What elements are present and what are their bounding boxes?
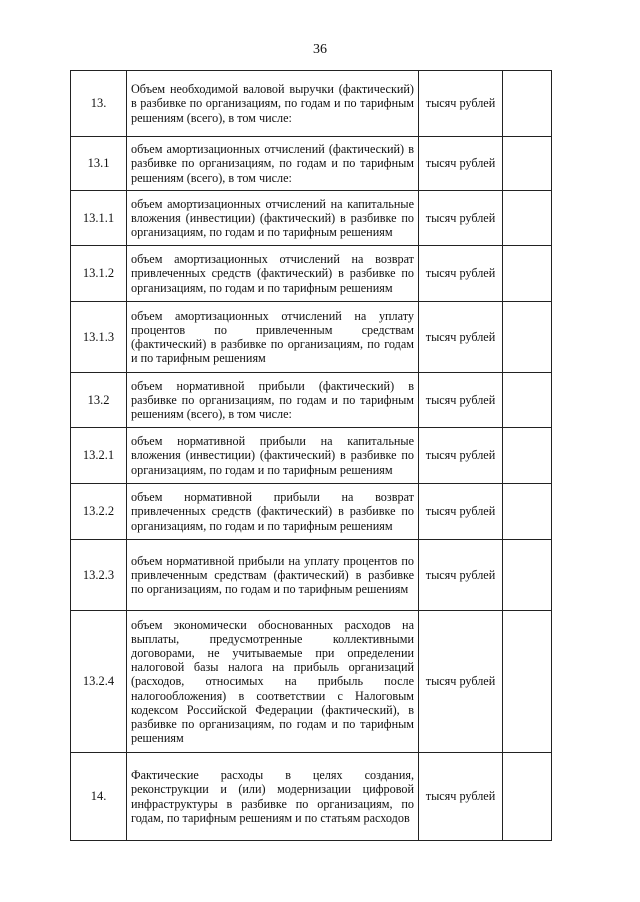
row-unit: тысяч рублей — [419, 373, 503, 428]
indicators-table — [70, 70, 552, 841]
value-cell — [503, 540, 552, 611]
row-number: 13.1.2 — [71, 246, 127, 302]
row-number: 13.2 — [71, 373, 127, 428]
table-row — [71, 191, 552, 246]
row-description: Объем необходимой валовой выручки (фактический) в разбивке по организациям, по годам и по тарифным решениям (всего), в том числе: — [127, 71, 419, 137]
value-cell — [503, 71, 552, 137]
value-cell — [503, 428, 552, 484]
value-cell — [503, 191, 552, 246]
value-cell — [503, 373, 552, 428]
value-cell — [503, 611, 552, 753]
row-unit: тысяч рублей — [419, 540, 503, 611]
row-number: 13.2.1 — [71, 428, 127, 484]
table-row — [71, 137, 552, 191]
value-cell — [503, 137, 552, 191]
table-row — [71, 484, 552, 540]
row-description: объем нормативной прибыли на капитальные вложения (инвестиции) (фактический) в разбивке по организациям, по годам и по тарифным решениям — [127, 428, 419, 484]
row-description: объем нормативной прибыли на уплату процентов по привлеченным средствам (фактический) в разбивке по организациям, по годам и по тарифным решениям — [127, 540, 419, 611]
row-description: объем нормативной прибыли (фактический) в разбивке по организациям, по годам и по тарифным решениям (всего), в том числе: — [127, 373, 419, 428]
value-cell — [503, 302, 552, 373]
table-row — [71, 540, 552, 611]
row-unit: тысяч рублей — [419, 611, 503, 753]
row-number: 13.1.1 — [71, 191, 127, 246]
row-unit: тысяч рублей — [419, 302, 503, 373]
row-number: 13. — [71, 71, 127, 137]
row-unit: тысяч рублей — [419, 428, 503, 484]
table-row — [71, 302, 552, 373]
value-cell — [503, 484, 552, 540]
table-row — [71, 428, 552, 484]
row-unit: тысяч рублей — [419, 191, 503, 246]
row-description: объем амортизационных отчислений на возврат привлеченных средств (фактический) в разбивке по организациям, по годам и по тарифным решениям — [127, 246, 419, 302]
row-number: 13.1.3 — [71, 302, 127, 373]
row-number: 13.1 — [71, 137, 127, 191]
table-row — [71, 611, 552, 753]
row-number: 13.2.4 — [71, 611, 127, 753]
row-unit: тысяч рублей — [419, 484, 503, 540]
row-unit: тысяч рублей — [419, 753, 503, 841]
table-row — [71, 373, 552, 428]
row-description: Фактические расходы в целях создания, реконструкции и (или) модернизации цифровой инфраструктуры в разбивке по организациям, по годам, по тарифным решениям и по статьям расходов — [127, 753, 419, 841]
row-description: объем нормативной прибыли на возврат привлеченных средств (фактический) в разбивке по организациям, по годам и по тарифным решениям — [127, 484, 419, 540]
table-row — [71, 753, 552, 841]
row-description: объем амортизационных отчислений на капитальные вложения (инвестиции) (фактический) в разбивке по организациям, по годам и по тарифным решениям — [127, 191, 419, 246]
table-row — [71, 71, 552, 137]
row-description: объем амортизационных отчислений (фактический) в разбивке по организациям, по годам и по тарифным решениям (всего), в том числе: — [127, 137, 419, 191]
value-cell — [503, 753, 552, 841]
row-description: объем амортизационных отчислений на уплату процентов по привлеченным средствам (фактический) в разбивке по организациям, по годам и по тарифным решениям — [127, 302, 419, 373]
row-number: 13.2.2 — [71, 484, 127, 540]
row-unit: тысяч рублей — [419, 137, 503, 191]
page-number: 36 — [313, 42, 327, 57]
table-row — [71, 246, 552, 302]
row-description: объем экономически обоснованных расходов на выплаты, предусмотренные коллективными договорами, не учитываемые при определении налоговой базы налога на прибыль организаций (расходов, относимых на прибыль после налогообложения) в соответствии с Налоговым кодексом Российской Федерации (фактический), в разбивке по организациям, по годам и по тарифным решениям — [127, 611, 419, 753]
row-number: 14. — [71, 753, 127, 841]
row-number: 13.2.3 — [71, 540, 127, 611]
row-unit: тысяч рублей — [419, 246, 503, 302]
value-cell — [503, 246, 552, 302]
row-unit: тысяч рублей — [419, 71, 503, 137]
